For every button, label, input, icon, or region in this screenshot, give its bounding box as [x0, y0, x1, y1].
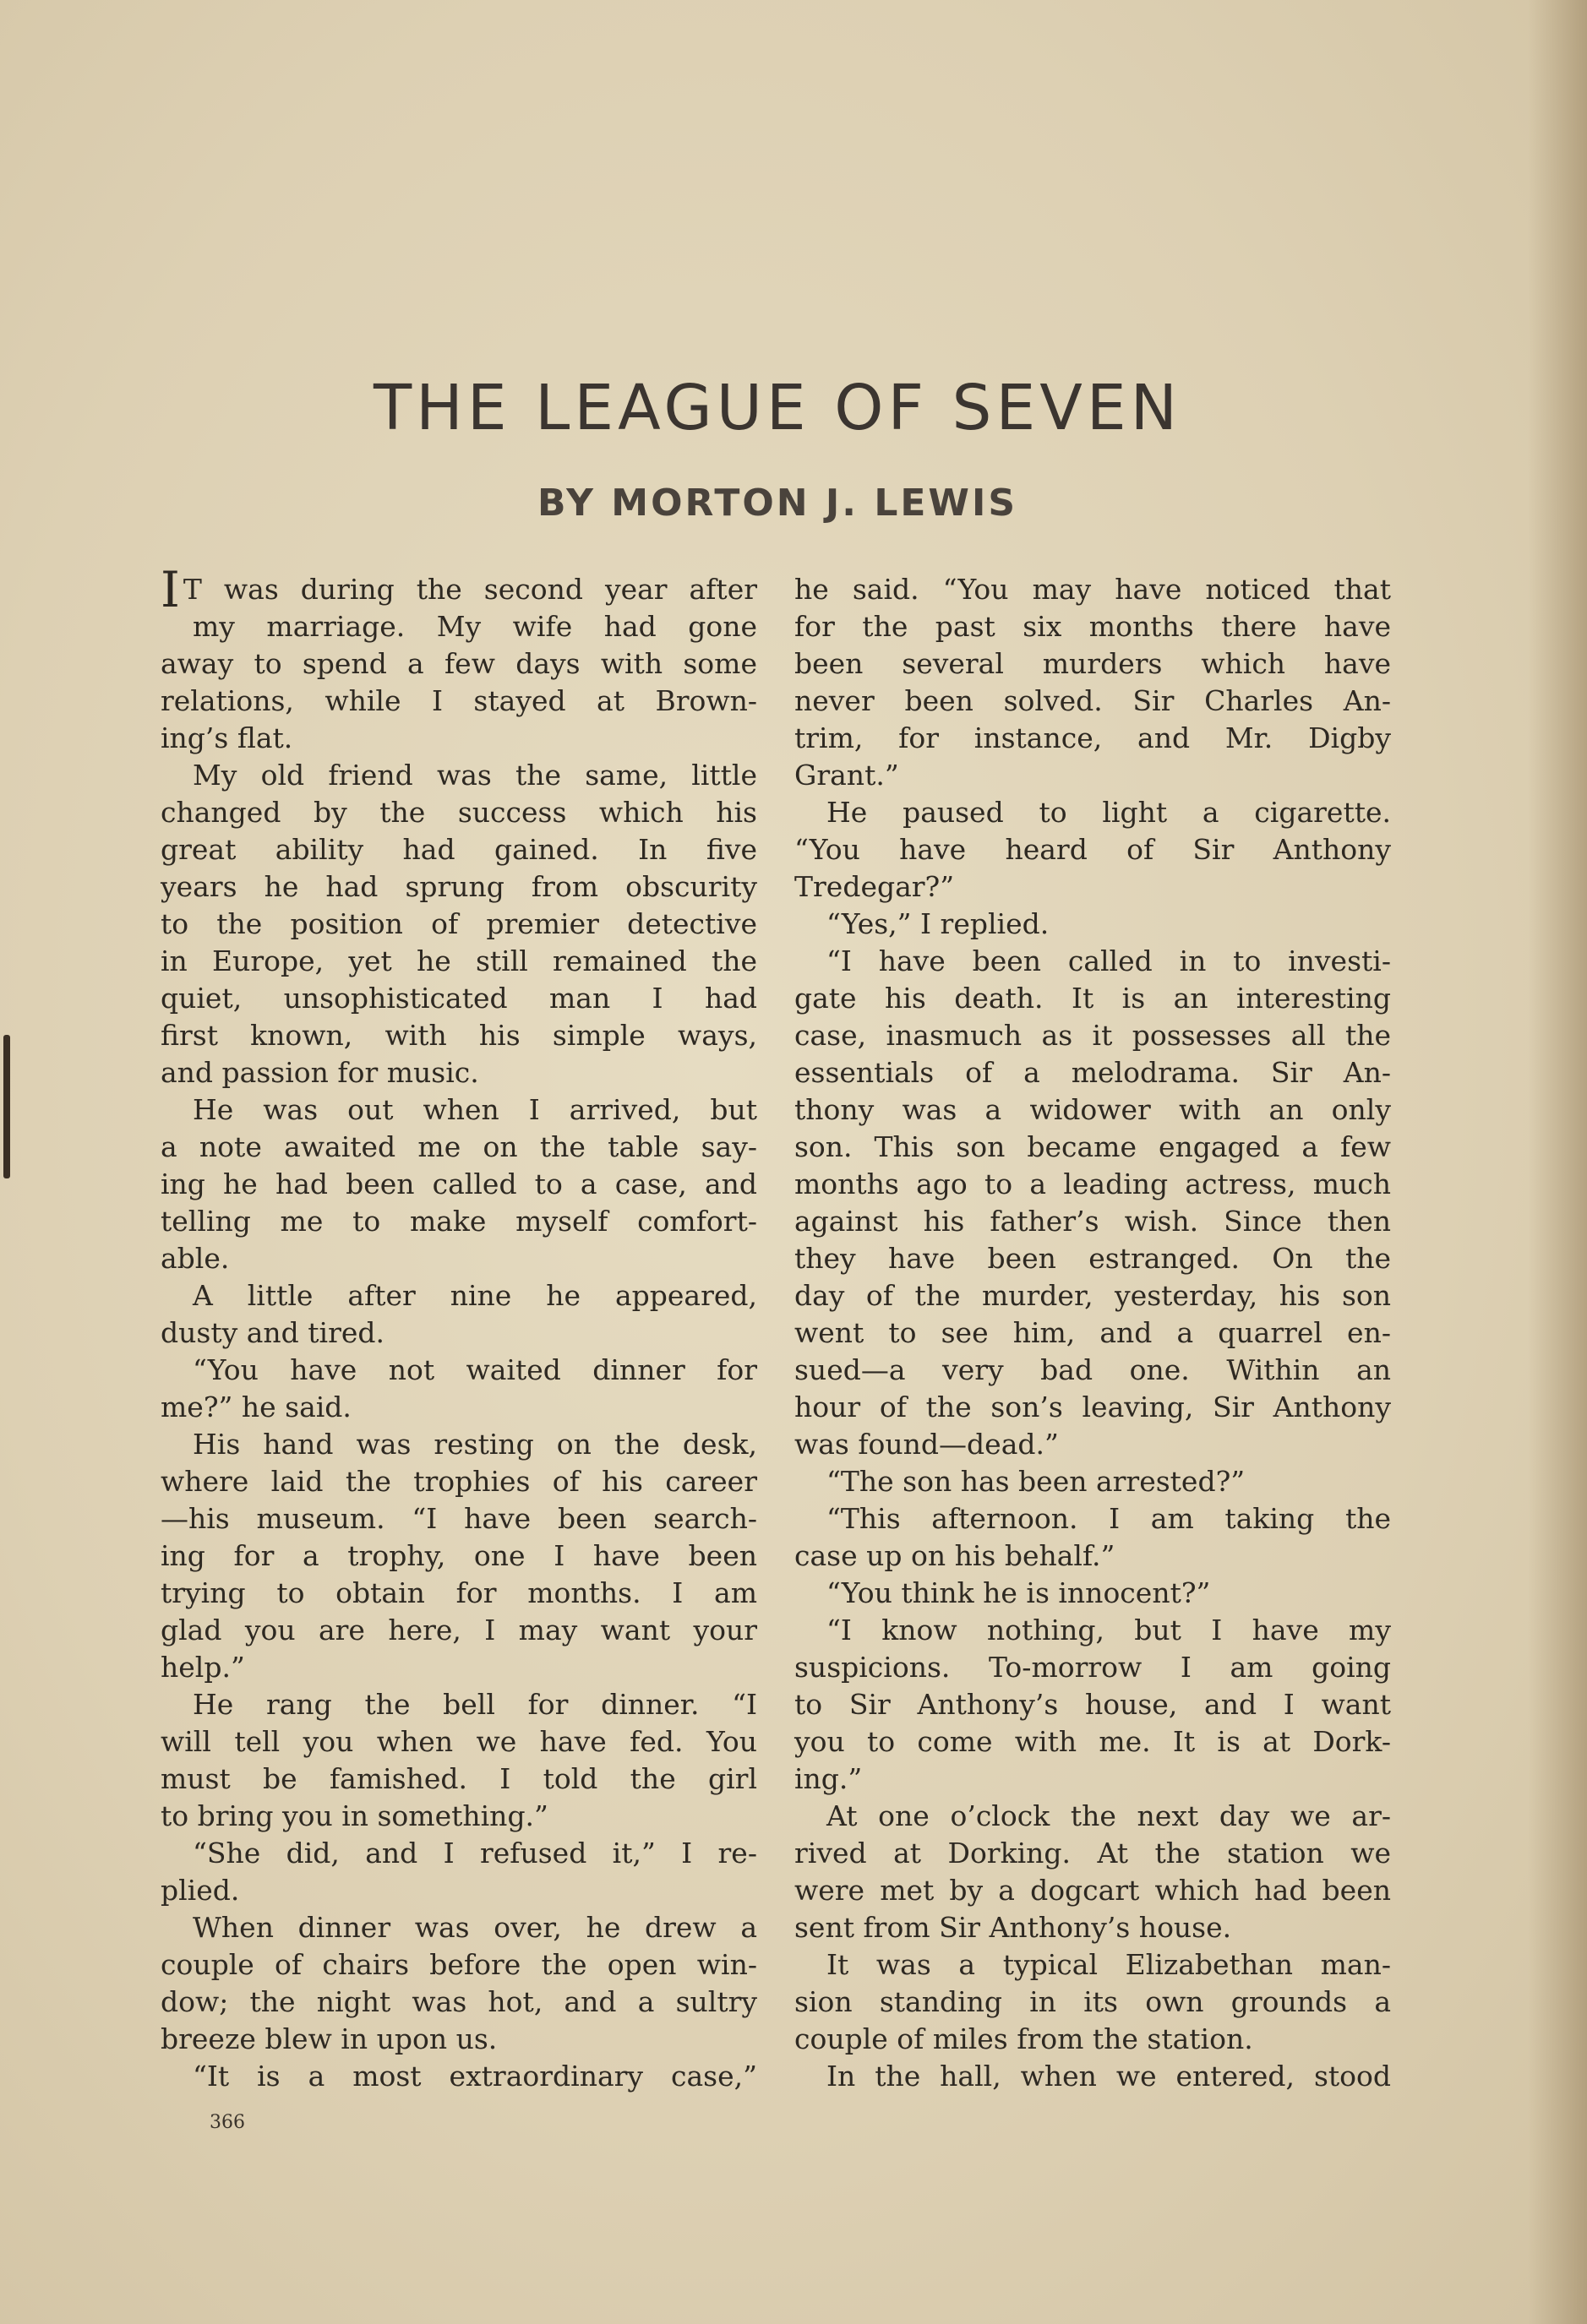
- line-text: He was out when I arrived, but: [193, 1093, 757, 1126]
- line-text: in Europe, yet he still remained the: [161, 944, 757, 977]
- line-text: thony was a widower with an only: [794, 1093, 1391, 1126]
- text-line: [161, 980, 757, 1017]
- line-text: “This afternoon. I am taking the: [826, 1502, 1391, 1535]
- text-line: [794, 1017, 1391, 1054]
- line-text: first known, with his simple ways,: [161, 1019, 757, 1052]
- text-line: [794, 1723, 1391, 1761]
- line-text: day of the murder, yesterday, his son: [794, 1279, 1391, 1312]
- line-text: His hand was resting on the desk,: [193, 1428, 757, 1461]
- text-line: [161, 720, 757, 757]
- line-text: ing.”: [794, 1762, 863, 1795]
- line-text: It was a typical Elizabethan man-: [826, 1948, 1391, 1981]
- text-line: [794, 2021, 1391, 2058]
- page-edge-mark: [3, 1035, 10, 1178]
- text-line: [794, 794, 1391, 831]
- page-number: 366: [210, 2112, 245, 2133]
- text-line: [161, 683, 757, 720]
- line-text: couple of miles from the station.: [794, 2022, 1253, 2055]
- text-line: [161, 1054, 757, 1091]
- line-text: dusty and tired.: [161, 1316, 384, 1349]
- line-text: help.”: [161, 1651, 245, 1684]
- line-text: trim, for instance, and Mr. Digby: [794, 721, 1391, 754]
- text-line: [161, 1612, 757, 1649]
- text-line: [794, 757, 1391, 794]
- line-text: never been solved. Sir Charles An-: [794, 684, 1391, 717]
- text-line: [794, 1686, 1391, 1723]
- text-line: [161, 1835, 757, 1872]
- text-line: [794, 1277, 1391, 1314]
- drop-cap: I: [161, 561, 180, 618]
- text-line: [794, 1798, 1391, 1835]
- text-line: [794, 1463, 1391, 1500]
- text-line: [794, 980, 1391, 1017]
- text-line: [161, 561, 757, 618]
- line-text: In the hall, when we entered, stood: [826, 2060, 1391, 2093]
- text-line: [161, 1761, 757, 1798]
- text-line: [161, 1946, 757, 1984]
- line-text: was found—dead.”: [794, 1428, 1059, 1461]
- line-text: away to spend a few days with some: [161, 647, 757, 680]
- text-line: [794, 1575, 1391, 1612]
- line-text: telling me to make myself comfort-: [161, 1205, 757, 1238]
- text-line: [794, 1426, 1391, 1463]
- line-text: quiet, unsophisticated man I had: [161, 982, 757, 1015]
- line-text: “It is a most extraordinary case,”: [193, 2060, 757, 2093]
- text-line: [794, 1166, 1391, 1203]
- text-line: [161, 1240, 757, 1277]
- text-line: [161, 1500, 757, 1538]
- line-text: my marriage. My wife had gone: [193, 610, 757, 643]
- text-line: [161, 1091, 757, 1129]
- text-line: [161, 645, 757, 683]
- line-text: dow; the night was hot, and a sultry: [161, 1985, 757, 2018]
- text-line: [794, 645, 1391, 683]
- text-line: [794, 1054, 1391, 1091]
- line-text: ing he had been called to a case, and: [161, 1167, 757, 1200]
- line-text: son. This son became engaged a few: [794, 1130, 1391, 1163]
- text-line: [794, 2058, 1391, 2095]
- text-line: [794, 1389, 1391, 1426]
- line-text: ing for a trophy, one I have been: [161, 1539, 757, 1572]
- text-line: [161, 1723, 757, 1761]
- text-line: [794, 720, 1391, 757]
- article-byline: BY MORTON J. LEWIS: [537, 482, 1018, 525]
- line-text: gate his death. It is an interesting: [794, 982, 1391, 1015]
- text-line: [794, 868, 1391, 906]
- line-text: to Sir Anthony’s house, and I want: [794, 1688, 1391, 1721]
- text-line: [161, 2021, 757, 2058]
- text-line: [794, 943, 1391, 980]
- text-line: [794, 1240, 1391, 1277]
- text-line: [161, 2058, 757, 2095]
- line-text: couple of chairs before the open win-: [161, 1948, 757, 1981]
- text-line: [794, 683, 1391, 720]
- text-line: [161, 1463, 757, 1500]
- text-line: [161, 1575, 757, 1612]
- line-text: went to see him, and a quarrel en-: [794, 1316, 1391, 1349]
- line-text: glad you are here, I may want your: [161, 1614, 757, 1646]
- line-text: must be famished. I told the girl: [161, 1762, 757, 1795]
- left-text-column: [161, 561, 757, 2095]
- text-line: [794, 1612, 1391, 1649]
- line-text: he said. “You may have noticed that: [794, 573, 1391, 606]
- text-line: [794, 1761, 1391, 1798]
- line-text: T was during the second year after: [183, 573, 757, 606]
- line-text: great ability had gained. In five: [161, 833, 757, 866]
- line-text: ing’s flat.: [161, 721, 293, 754]
- line-text: rived at Dorking. At the station we: [794, 1837, 1391, 1870]
- line-text: Grant.”: [794, 759, 899, 792]
- line-text: to bring you in something.”: [161, 1799, 548, 1832]
- right-text-column: [794, 571, 1391, 2095]
- text-line: [161, 1426, 757, 1463]
- text-line: [161, 1538, 757, 1575]
- line-text: able.: [161, 1242, 230, 1275]
- text-line: [794, 1835, 1391, 1872]
- text-line: [161, 906, 757, 943]
- text-line: [794, 1091, 1391, 1129]
- line-text: “I know nothing, but I have my: [826, 1614, 1391, 1646]
- text-line: [161, 1798, 757, 1835]
- text-line: [161, 943, 757, 980]
- text-line: [794, 1946, 1391, 1984]
- text-line: [794, 1129, 1391, 1166]
- line-text: “She did, and I refused it,” I re-: [193, 1837, 757, 1870]
- line-text: trying to obtain for months. I am: [161, 1576, 757, 1609]
- line-text: —his museum. “I have been search-: [161, 1502, 757, 1535]
- text-line: [161, 1649, 757, 1686]
- line-text: “Yes,” I replied.: [826, 907, 1050, 940]
- line-text: you to come with me. It is at Dork-: [794, 1725, 1391, 1758]
- text-line: [161, 608, 757, 645]
- text-line: [161, 1872, 757, 1909]
- text-line: [794, 1352, 1391, 1389]
- text-line: [161, 1017, 757, 1054]
- text-line: [161, 1277, 757, 1314]
- text-line: [161, 1203, 757, 1240]
- line-text: case up on his behalf.”: [794, 1539, 1115, 1572]
- text-line: [161, 1909, 757, 1946]
- line-text: will tell you when we have fed. You: [161, 1725, 757, 1758]
- text-line: [794, 1649, 1391, 1686]
- line-text: “You have not waited dinner for: [193, 1353, 757, 1386]
- line-text: months ago to a leading actress, much: [794, 1167, 1391, 1200]
- line-text: He paused to light a cigarette.: [826, 796, 1391, 829]
- text-line: [161, 1352, 757, 1389]
- text-line: [161, 1129, 757, 1166]
- line-text: hour of the son’s leaving, Sir Anthony: [794, 1391, 1391, 1423]
- line-text: “The son has been arrested?”: [826, 1465, 1246, 1498]
- line-text: were met by a dogcart which had been: [794, 1874, 1391, 1907]
- line-text: “I have been called in to investi-: [826, 944, 1391, 977]
- line-text: essentials of a melodrama. Sir An-: [794, 1056, 1391, 1089]
- line-text: years he had sprung from obscurity: [161, 870, 757, 903]
- text-line: [794, 1538, 1391, 1575]
- text-line: [794, 571, 1391, 608]
- text-line: [161, 1314, 757, 1352]
- text-line: [794, 831, 1391, 868]
- text-line: [161, 831, 757, 868]
- text-line: [161, 794, 757, 831]
- line-text: suspicions. To-morrow I am going: [794, 1651, 1391, 1684]
- text-line: [161, 1389, 757, 1426]
- text-line: [794, 906, 1391, 943]
- line-text: sent from Sir Anthony’s house.: [794, 1911, 1232, 1944]
- line-text: Tredegar?”: [794, 870, 955, 903]
- line-text: relations, while I stayed at Brown-: [161, 684, 757, 717]
- text-line: [794, 608, 1391, 645]
- line-text: “You have heard of Sir Anthony: [794, 833, 1391, 866]
- line-text: At one o’clock the next day we ar-: [826, 1799, 1391, 1832]
- text-line: [794, 1203, 1391, 1240]
- text-line: [794, 1872, 1391, 1909]
- line-text: “You think he is innocent?”: [826, 1576, 1211, 1609]
- text-line: [161, 868, 757, 906]
- text-line: [161, 1166, 757, 1203]
- text-line: [794, 1314, 1391, 1352]
- text-line: [794, 1909, 1391, 1946]
- text-line: [161, 1686, 757, 1723]
- line-text: breeze blew in upon us.: [161, 2022, 498, 2055]
- line-text: me?” he said.: [161, 1391, 352, 1423]
- line-text: a note awaited me on the table say-: [161, 1130, 757, 1163]
- text-line: [794, 1500, 1391, 1538]
- line-text: He rang the bell for dinner. “I: [193, 1688, 757, 1721]
- line-text: been several murders which have: [794, 647, 1391, 680]
- line-text: sued—a very bad one. Within an: [794, 1353, 1391, 1386]
- spine-shadow: [1528, 0, 1587, 2324]
- text-line: [161, 1984, 757, 2021]
- line-text: against his father’s wish. Since then: [794, 1205, 1391, 1238]
- line-text: My old friend was the same, little: [193, 759, 757, 792]
- line-text: for the past six months there have: [794, 610, 1391, 643]
- line-text: plied.: [161, 1874, 240, 1907]
- line-text: sion standing in its own grounds a: [794, 1985, 1391, 2018]
- line-text: A little after nine he appeared,: [193, 1279, 757, 1312]
- text-line: [161, 757, 757, 794]
- line-text: where laid the trophies of his career: [161, 1465, 757, 1498]
- article-title: THE LEAGUE OF SEVEN: [373, 372, 1181, 444]
- line-text: they have been estranged. On the: [794, 1242, 1391, 1275]
- line-text: to the position of premier detective: [161, 907, 757, 940]
- line-text: When dinner was over, he drew a: [193, 1911, 757, 1944]
- line-text: and passion for music.: [161, 1056, 479, 1089]
- line-text: changed by the success which his: [161, 796, 757, 829]
- line-text: case, inasmuch as it possesses all the: [794, 1019, 1391, 1052]
- text-line: [794, 1984, 1391, 2021]
